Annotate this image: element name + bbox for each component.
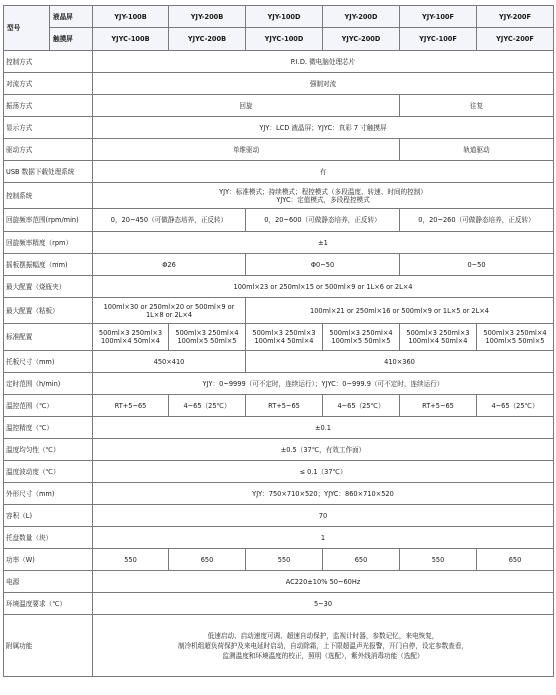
row-supply xyxy=(4,571,554,593)
row-label: 电源 xyxy=(4,571,93,593)
value-line: 制冷机组超负荷保护及来电延时启动，自动除霜，上下限超温声光报警，开门自停，设定参数查看， xyxy=(177,641,469,650)
row-value: 100ml×23 or 250ml×15 or 500ml×9 or 1L×6 or 2L×4 xyxy=(93,276,554,298)
row-value: 550 xyxy=(93,549,169,571)
row-value: 强制对流 xyxy=(93,73,554,95)
row-label: 振荡方式 xyxy=(4,95,93,117)
row-value xyxy=(169,324,246,351)
row-max-sticky xyxy=(4,298,554,324)
row-volume xyxy=(4,505,554,527)
model-lcd: YJY-100D xyxy=(246,6,323,28)
spec-table xyxy=(3,5,554,677)
row-value: P.I.D. 微电脑处理芯片 xyxy=(93,51,554,73)
row-label: 外形尺寸（mm) xyxy=(4,483,93,505)
row-value: 0，20~260（可做静态培养，正反转） xyxy=(400,209,554,232)
row-dimensions xyxy=(4,483,554,505)
row-rotation-accuracy xyxy=(4,232,554,254)
row-value: Φ0~50 xyxy=(246,254,400,276)
row-temp-accuracy xyxy=(4,417,554,439)
row-label: 功率（W) xyxy=(4,549,93,571)
value-line: YJY：标准模式；持续模式；程控模式（多段温度、转速、时间的控制） xyxy=(219,187,427,196)
row-amplitude xyxy=(4,254,554,276)
row-label: 对流方式 xyxy=(4,73,93,95)
model-lcd: YJY-100B xyxy=(93,6,169,28)
row-value: 有 xyxy=(93,161,554,183)
row-temp-range xyxy=(4,395,554,417)
touch-label: 触摸屏 xyxy=(50,28,93,51)
value-line: 500ml×3 250ml×3 xyxy=(98,329,163,337)
row-temp-fluctuation xyxy=(4,461,554,483)
header-row-lcd xyxy=(4,6,554,28)
row-usb xyxy=(4,161,554,183)
row-label: 托盘数量（块） xyxy=(4,527,93,549)
row-value: ±0.5（37℃，有效工作面） xyxy=(93,439,554,461)
value-line: 1L×8 or 2L×4 xyxy=(145,310,193,319)
row-value: 往复 xyxy=(400,95,554,117)
row-environment xyxy=(4,593,554,615)
row-tray-size xyxy=(4,351,554,373)
row-oscillation xyxy=(4,95,554,117)
row-drive xyxy=(4,139,554,161)
row-value: 0，20~450（可做静态培养，正反转） xyxy=(93,209,246,232)
row-value: ≤ 0.1（37℃） xyxy=(93,461,554,483)
row-display xyxy=(4,117,554,139)
model-touch: YJYC-200F xyxy=(477,28,554,51)
row-value: ±1 xyxy=(93,232,554,254)
row-value: 4~65（25℃） xyxy=(169,395,246,417)
row-value xyxy=(93,298,246,324)
value-line: 100ml×5 50ml×5 xyxy=(331,337,391,345)
row-label: 控制系统 xyxy=(4,183,93,209)
value-line: 500ml×3 250ml×3 xyxy=(406,329,470,337)
row-max-flask xyxy=(4,276,554,298)
model-lcd: YJY-200F xyxy=(477,6,554,28)
row-value: 单维驱动 xyxy=(93,139,400,161)
value-line: 500ml×3 250ml×4 xyxy=(483,329,547,337)
row-trays xyxy=(4,527,554,549)
value-line: 监测温度和环境温度的校正，照明（选配），紫外线消毒功能（选配） xyxy=(222,651,424,660)
row-value: YJY：750×710×520；YJYC：860×710×520 xyxy=(93,483,554,505)
row-label: 附属功能 xyxy=(4,615,93,677)
row-label: 温控范围（℃） xyxy=(4,395,93,417)
model-touch: YJYC-100F xyxy=(400,28,477,51)
value-line: 100ml×4 50ml×4 xyxy=(254,337,314,345)
row-value xyxy=(323,324,400,351)
row-value: YJY：0~9999（可不定时，连续运行）；YJYC：0~999.9（可不定时，连续运行） xyxy=(93,373,554,395)
value-line: 低速启动、启动速度可调、超速自动保护，监视计时器，参数记忆，来电恢复， xyxy=(207,631,439,640)
row-value: RT+5~65 xyxy=(93,395,169,417)
row-label: 驱动方式 xyxy=(4,139,93,161)
row-value: RT+5~65 xyxy=(400,395,477,417)
row-control-mode xyxy=(4,51,554,73)
row-label: 最大配置（烧瓶夹） xyxy=(4,276,93,298)
row-value: 70 xyxy=(93,505,554,527)
model-touch: YJYC-200B xyxy=(169,28,246,51)
row-label: 托板尺寸（mm) xyxy=(4,351,93,373)
model-touch: YJYC-100B xyxy=(93,28,169,51)
value-line: 100ml×5 50ml×5 xyxy=(177,337,237,345)
row-value: 100ml×21 or 250ml×16 or 500ml×9 or 1L×5 or 2L×4 xyxy=(246,298,554,324)
row-label: 温度波动度（℃） xyxy=(4,461,93,483)
row-value: 410×360 xyxy=(246,351,554,373)
value-line: 500ml×3 250ml×4 xyxy=(329,329,393,337)
row-value: ±0.1 xyxy=(93,417,554,439)
row-temp-uniformity xyxy=(4,439,554,461)
value-line: 100ml×30 or 250ml×20 or 500ml×9 or xyxy=(103,302,235,311)
row-value: 450×410 xyxy=(93,351,246,373)
row-label: 回旋频率精度（rpm） xyxy=(4,232,93,254)
row-value: 650 xyxy=(323,549,400,571)
row-value: 0~50 xyxy=(400,254,554,276)
row-control-system xyxy=(4,183,554,209)
row-value: 550 xyxy=(400,549,477,571)
model-touch: YJYC-200D xyxy=(323,28,400,51)
row-convection xyxy=(4,73,554,95)
value-line: YJYC：定值模式，多段程控模式 xyxy=(276,195,370,204)
value-line: 100ml×5 50ml×5 xyxy=(485,337,545,345)
row-label: 环境温度要求（℃） xyxy=(4,593,93,615)
row-label: 标准配置 xyxy=(4,324,93,351)
row-value xyxy=(477,324,554,351)
row-label: 温度均匀性（℃） xyxy=(4,439,93,461)
row-value: 1 xyxy=(93,527,554,549)
value-line: 500ml×3 250ml×4 xyxy=(175,329,239,337)
model-lcd: YJY-100F xyxy=(400,6,477,28)
row-label: 温控精度（℃） xyxy=(4,417,93,439)
row-label: 定时范围（h/min) xyxy=(4,373,93,395)
row-value xyxy=(400,324,477,351)
row-value: 550 xyxy=(246,549,323,571)
row-value: 5~30 xyxy=(93,593,554,615)
row-value xyxy=(93,324,169,351)
row-timer xyxy=(4,373,554,395)
value-line: 100ml×4 50ml×4 xyxy=(408,337,468,345)
row-value xyxy=(93,615,554,677)
model-lcd: YJY-200D xyxy=(323,6,400,28)
lcd-label: 液晶屏 xyxy=(50,6,93,28)
row-value: 回旋 xyxy=(93,95,400,117)
row-label: 回旋频率范围(rpm/min) xyxy=(4,209,93,232)
row-value: Φ26 xyxy=(93,254,246,276)
row-value: 650 xyxy=(169,549,246,571)
row-value: RT+5~65 xyxy=(246,395,323,417)
row-value: 4~65（25℃） xyxy=(477,395,554,417)
model-header: 型号 xyxy=(4,6,50,51)
row-power xyxy=(4,549,554,571)
row-value: 0，20~600（可做静态培养，正反转） xyxy=(246,209,400,232)
row-standard xyxy=(4,324,554,351)
row-label: USB 数据下载处理系统 xyxy=(4,161,93,183)
row-value xyxy=(93,183,554,209)
row-rotation-range xyxy=(4,209,554,232)
model-lcd: YJY-200B xyxy=(169,6,246,28)
row-value: YJY：LCD 液晶屏；YJYC：真彩 7 寸触摸屏 xyxy=(93,117,554,139)
row-value: 轨道驱动 xyxy=(400,139,554,161)
row-features xyxy=(4,615,554,677)
row-value: 4~65（25℃） xyxy=(323,395,400,417)
value-line: 500ml×3 250ml×3 xyxy=(252,329,316,337)
row-value: AC220±10% 50~60Hz xyxy=(93,571,554,593)
row-value xyxy=(246,324,323,351)
row-label: 控制方式 xyxy=(4,51,93,73)
row-label: 摇板摆振幅度（mm) xyxy=(4,254,93,276)
model-touch: YJYC-100D xyxy=(246,28,323,51)
row-value: 650 xyxy=(477,549,554,571)
row-label: 容积（L) xyxy=(4,505,93,527)
value-line: 100ml×4 50ml×4 xyxy=(100,337,161,345)
row-label: 显示方式 xyxy=(4,117,93,139)
row-label: 最大配置（粘板） xyxy=(4,298,93,324)
header-row-touch xyxy=(4,28,554,51)
